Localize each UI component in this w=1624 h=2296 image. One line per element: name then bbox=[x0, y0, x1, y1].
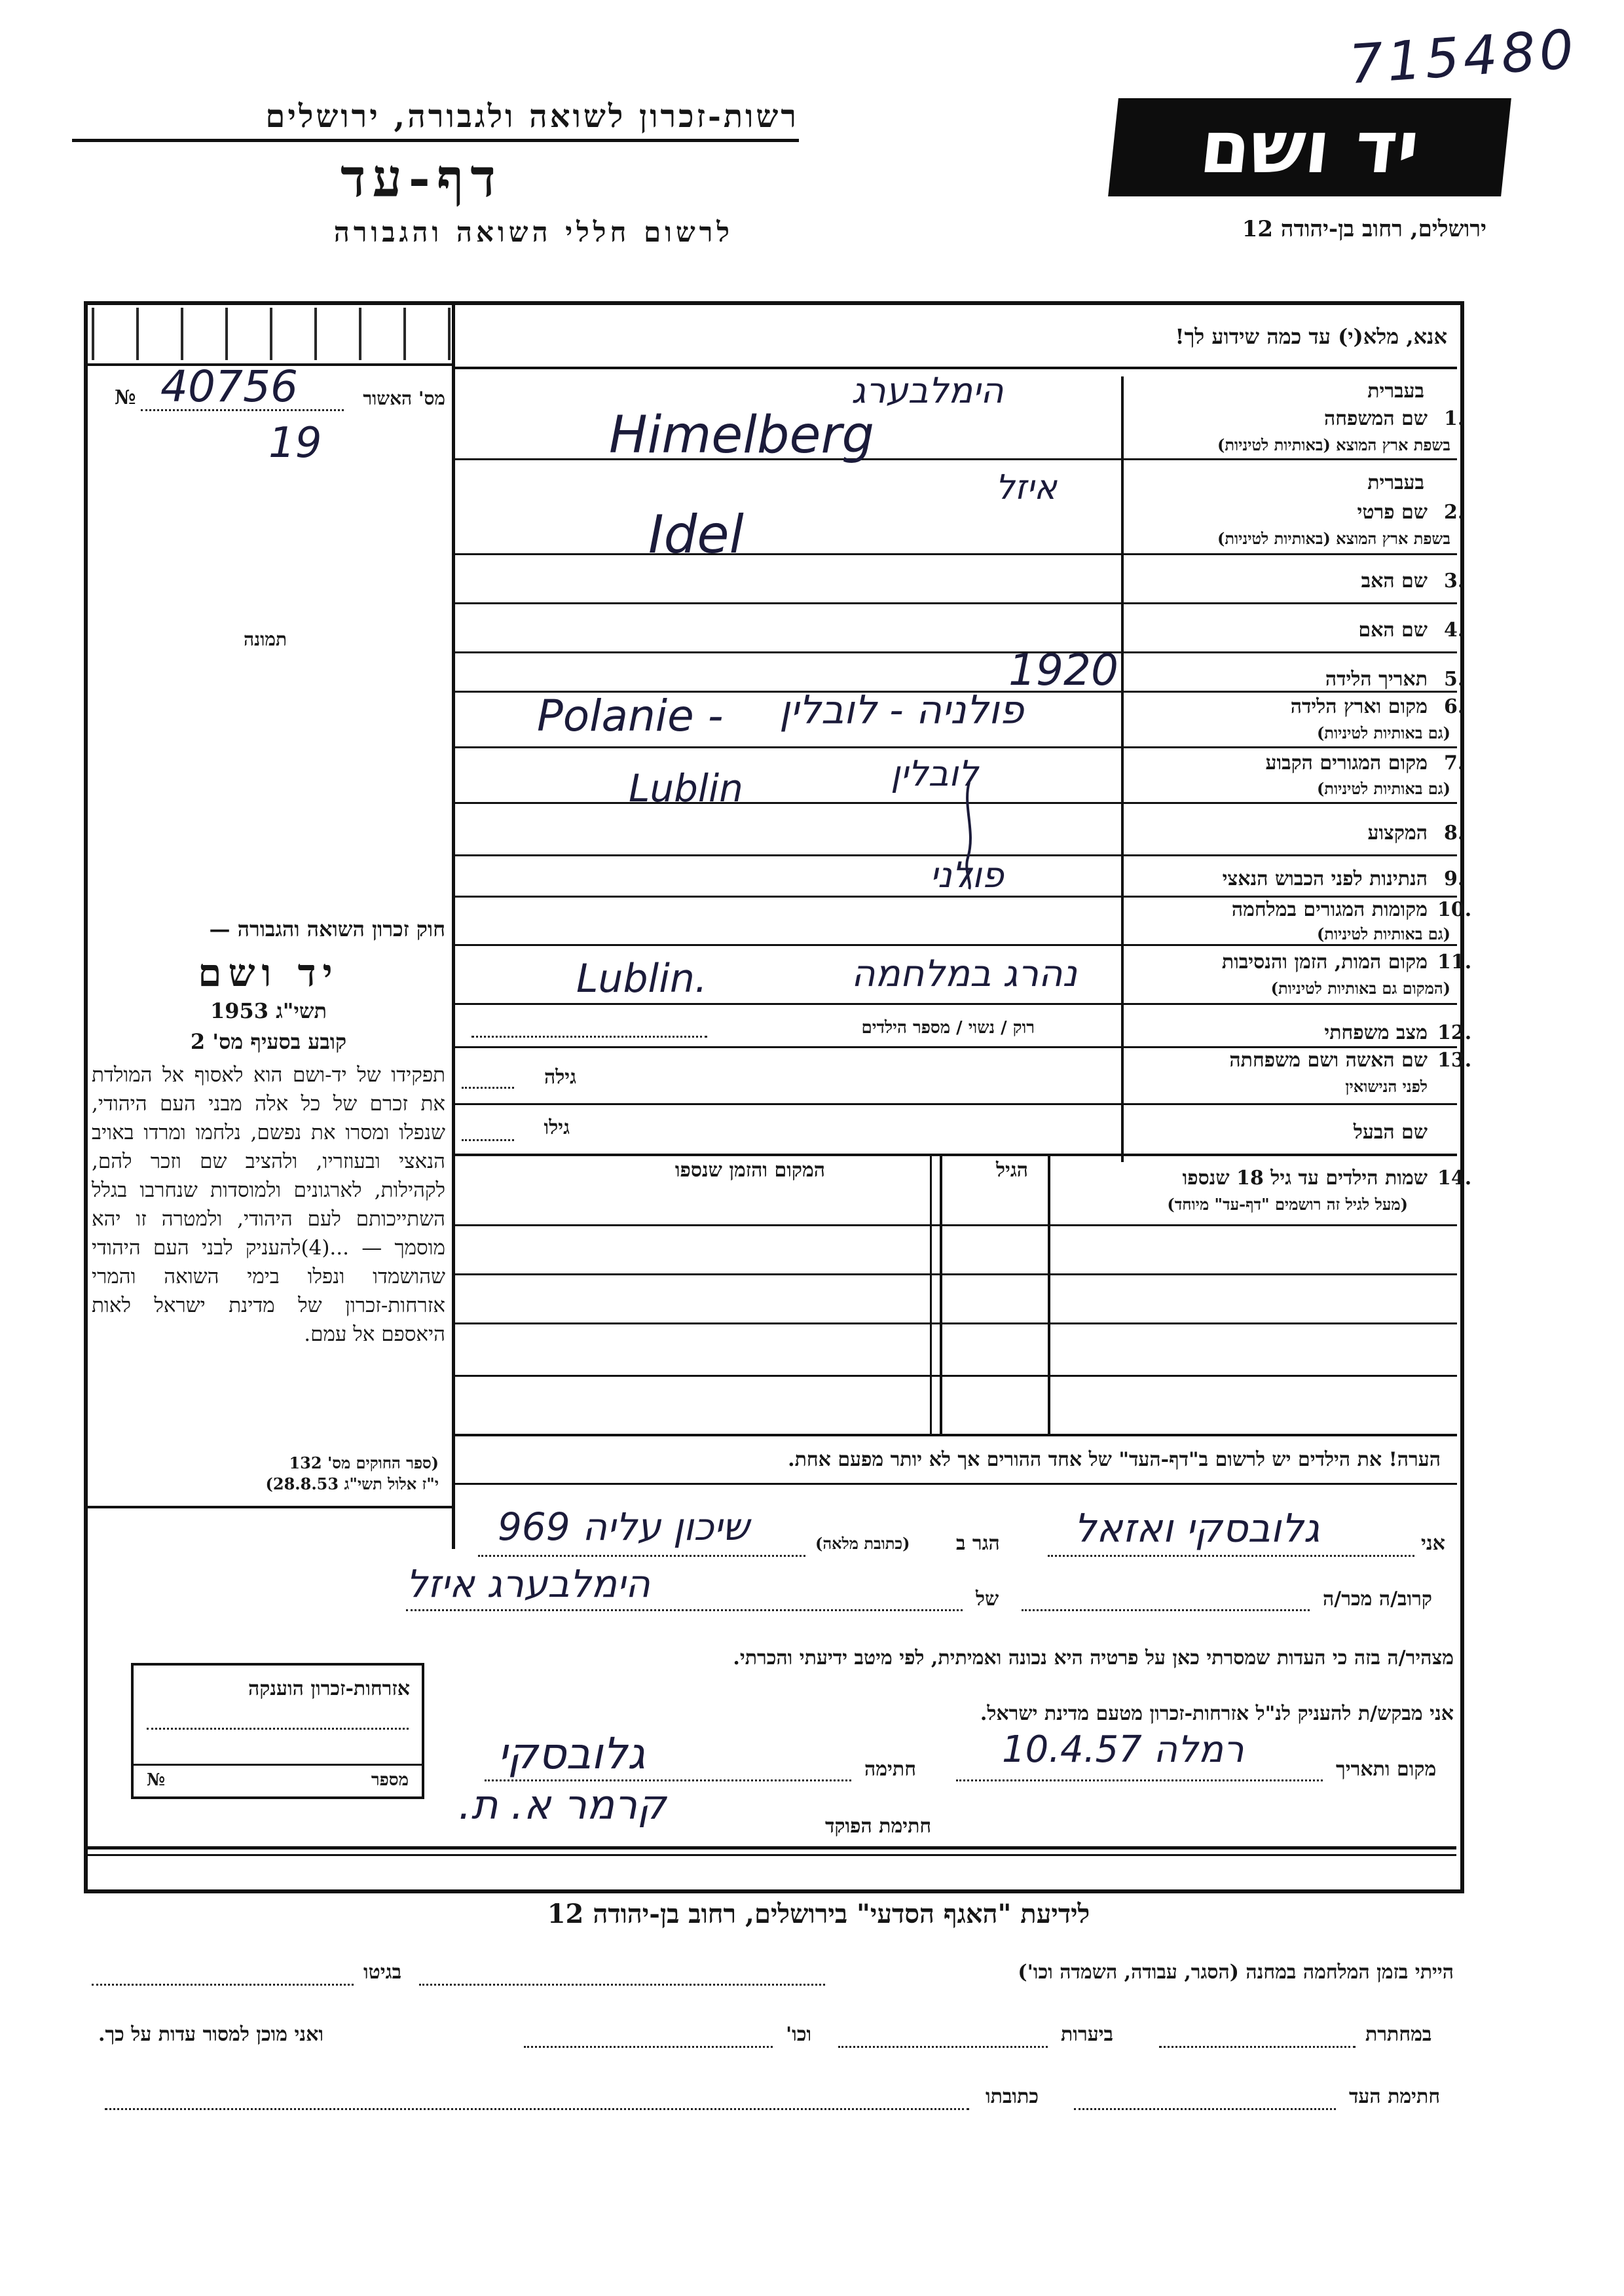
field-8-label: המקצוע bbox=[1367, 822, 1428, 845]
footer-ready: ואני מוכן למסור עדות על כך. bbox=[98, 2023, 324, 2046]
declarant-address: שיכון עליה 969 bbox=[498, 1504, 750, 1549]
field-7-sub: (גם באותיות לטיניות) bbox=[1316, 779, 1450, 798]
field-7-label: מקום המגורים הקבוע bbox=[1265, 752, 1428, 774]
note-divider bbox=[455, 1483, 1457, 1485]
wife-age-label: גילה bbox=[544, 1066, 576, 1089]
children-row-4 bbox=[455, 1375, 1457, 1377]
footer-line-1: הייתי בזמן המלחמה במחנה (הסגר, עבודה, השמדה וכו') bbox=[1018, 1961, 1454, 1984]
row-line-4 bbox=[455, 651, 1457, 653]
field-13-num: 13. bbox=[1437, 1049, 1472, 1072]
row-line-1 bbox=[455, 458, 1457, 460]
vertical-scribble bbox=[950, 779, 989, 890]
footer-title: לידיעת "האגף הסדעי" בירושלים, רחוב בן-יהודה 12 bbox=[547, 1899, 1090, 1929]
field-2-sub: בשפת ארץ המוצא (באותיות לטיניות) bbox=[1217, 529, 1450, 548]
citizenship-no-symbol: № bbox=[147, 1770, 166, 1790]
husband-age-line bbox=[462, 1139, 514, 1141]
surname-hebrew: הימלבערג bbox=[851, 370, 1004, 411]
field-2-label: שם פרטי bbox=[1357, 501, 1428, 524]
children-row-1 bbox=[455, 1224, 1457, 1226]
field-6-label: מקום וארץ הלידה bbox=[1290, 695, 1428, 718]
field-4-label: שם האם bbox=[1358, 619, 1428, 642]
citizenship-title: אזרחות-זכרון הוענקה bbox=[248, 1677, 410, 1700]
logo-text: יד ושם bbox=[1196, 105, 1424, 189]
law-name: יד ושם bbox=[198, 951, 339, 995]
children-row-3 bbox=[455, 1322, 1457, 1324]
request-text: אני מבקש/ת להעניק לנ"ל אזרחות-זכרון מטעם מדינת ישראל. bbox=[980, 1702, 1454, 1725]
footer-forests: ביערות bbox=[1061, 2023, 1114, 2046]
declarant-residing: הגר ב bbox=[956, 1532, 1000, 1555]
declarant-address-label: (כתובת מלאה) bbox=[815, 1534, 910, 1553]
registration-label: מס' האשור bbox=[363, 388, 445, 409]
field-5-num: 5. bbox=[1444, 668, 1465, 691]
row-line-13 bbox=[455, 1103, 1457, 1105]
marital-options: רוק / נשוי / מספר הילדים bbox=[861, 1018, 1035, 1038]
row-line-9 bbox=[455, 896, 1457, 898]
law-title: חוק זכרון השואה והגבורה — bbox=[209, 917, 445, 941]
surname-latin: Himelberg bbox=[609, 406, 875, 465]
officer-signature: קרמר א. ת. bbox=[458, 1781, 667, 1829]
row-line-6 bbox=[455, 746, 1457, 748]
children-note: הערה! את הילדים יש לרשום ב"דף-העד" של אחד ההורים אך לא יותר מפעם אחת. bbox=[788, 1448, 1441, 1471]
firstname-latin: Idel bbox=[648, 504, 744, 565]
header-underline bbox=[72, 139, 799, 142]
signature: גלובסקי bbox=[498, 1728, 646, 1779]
archive-number: 715480 bbox=[1347, 18, 1579, 97]
field-7-num: 7. bbox=[1444, 752, 1465, 774]
header-address: ירושלים, רחוב בן-יהודה 12 bbox=[1242, 216, 1486, 242]
label-column-divider bbox=[1121, 376, 1124, 1162]
law-text: תפקידו של יד-ושם הוא לאסוף אל המולדת את זכרם של כל אלה מבני העם היהודי, שנפלו ומסרו את נפשם, נלחמו ומרדו באויב הנאצי ובעוזריו, ולהציב שם וזכר להם, לקהילות, לארגונים ולמוסדות שנחרבו בגלל השתייכותם לעם היהודי, ולמטרה זו יהא מוסמך — ...(4)להעניק לבני העם היהודי שהושמדו ונפלו בימי השואה והמרי אזרחות-זכרון של מדינת ישראל לאות היאספם אל עמם. bbox=[92, 1063, 445, 1346]
field-1-num: 1. bbox=[1444, 407, 1465, 430]
place-date-label: מקום ותאריך bbox=[1336, 1758, 1437, 1781]
residence-latin: Lublin bbox=[629, 766, 743, 811]
law-ref-1: (ספר החוקים מס' 132 bbox=[289, 1453, 439, 1472]
footer-witness-sig: חתימת העד bbox=[1349, 2085, 1441, 2108]
footer-address: כתובתו bbox=[986, 2085, 1039, 2108]
death-hebrew: נהרג במלחמה bbox=[851, 953, 1077, 995]
field-8-num: 8. bbox=[1444, 822, 1465, 845]
field-14-num: 14. bbox=[1437, 1167, 1472, 1190]
firstname-hebrew: איזל bbox=[995, 468, 1057, 507]
form-subtitle: לרשום חללי השואה והגבורה bbox=[333, 216, 733, 248]
place-date-line bbox=[956, 1779, 1323, 1781]
field-6-num: 6. bbox=[1444, 695, 1465, 718]
relative-name: הימלבערג איזל bbox=[406, 1561, 650, 1606]
field-12-label: מצב משפחתי bbox=[1324, 1021, 1428, 1044]
birthplace-hebrew: פולניה - לובלין bbox=[779, 687, 1024, 733]
children-col-place: המקום והזמן שנספו bbox=[674, 1159, 825, 1182]
photo-label: תמונה bbox=[244, 629, 287, 650]
field-12-num: 12. bbox=[1437, 1021, 1472, 1044]
signature-label: חתימה bbox=[864, 1758, 916, 1781]
field-9-num: 9. bbox=[1444, 867, 1465, 890]
citizenship-box bbox=[131, 1663, 424, 1799]
field-husband-label: שם הבעל bbox=[1353, 1121, 1428, 1144]
children-col-divider-1 bbox=[1048, 1156, 1050, 1434]
registration-no-symbol: № bbox=[115, 386, 136, 409]
form-intro: אנא, מלא(י) עד כמה שידוע לך! bbox=[1175, 324, 1447, 349]
declarant-prefix: אני bbox=[1421, 1532, 1445, 1555]
law-box-bottom bbox=[88, 1506, 452, 1508]
death-latin: Lublin. bbox=[576, 956, 707, 1002]
footer-ghetto-line bbox=[92, 1984, 354, 1986]
field-6-sub: (גם באותיות לטיניות) bbox=[1316, 723, 1450, 742]
footer-forests-line bbox=[838, 2046, 1048, 2048]
birth-year: 1920 bbox=[1008, 645, 1118, 695]
yad-vashem-logo bbox=[1108, 98, 1511, 196]
field-14-label: שמות הילדים עד גיל 18 שנספו bbox=[1182, 1167, 1428, 1190]
law-clause: קובע בסעיף מס' 2 bbox=[190, 1029, 347, 1054]
field-11-num: 11. bbox=[1437, 951, 1472, 974]
law-year: תשי"ג 1953 bbox=[210, 998, 327, 1023]
form-title: דף-עד bbox=[341, 147, 502, 209]
citizenship-number-label: מספר bbox=[371, 1770, 409, 1790]
field-1-label: שם המשפחה bbox=[1323, 407, 1428, 430]
field-5-label: תאריך הלידה bbox=[1325, 668, 1428, 691]
field-10-label: מקומות המגורים במלחמה bbox=[1231, 898, 1428, 921]
field-2-num: 2. bbox=[1444, 501, 1465, 524]
declarant-name-line bbox=[1048, 1555, 1414, 1557]
children-col-divider-2 bbox=[940, 1156, 942, 1434]
field-13-sub: לפני הנישואין bbox=[1345, 1077, 1428, 1096]
relative-line-1 bbox=[1022, 1609, 1310, 1611]
footer-etc-line bbox=[524, 2046, 773, 2048]
row-line-11 bbox=[455, 1003, 1457, 1005]
wife-age-line bbox=[462, 1087, 514, 1089]
children-col-age: הגיל bbox=[995, 1159, 1028, 1182]
declarant-address-line bbox=[478, 1555, 805, 1557]
footer-etc: וכו' bbox=[786, 2023, 812, 2046]
nationality-hebrew: פולני bbox=[930, 854, 1004, 896]
footer-rule-1 bbox=[88, 1846, 1456, 1850]
relative-line-2 bbox=[406, 1609, 963, 1611]
field-11-label: מקום המות, הזמן והנסיבות bbox=[1221, 951, 1428, 974]
relative-of: של bbox=[976, 1588, 999, 1611]
children-row-5 bbox=[455, 1434, 1457, 1436]
residence-hebrew: לובלין bbox=[891, 753, 979, 794]
footer-underground-line bbox=[1159, 2046, 1356, 2048]
footer-camp-line bbox=[419, 1984, 825, 1986]
row-line-3 bbox=[455, 602, 1457, 604]
place-date: 10.4.57 רמלה bbox=[1002, 1728, 1244, 1771]
relative-label: קרוב/ה מכר/ה bbox=[1323, 1588, 1432, 1611]
footer-rule-2 bbox=[88, 1854, 1456, 1856]
field-3-num: 3. bbox=[1444, 570, 1465, 592]
children-count-line bbox=[471, 1036, 707, 1038]
registration-sub: 19 bbox=[268, 419, 322, 467]
row-line-10 bbox=[455, 944, 1457, 946]
field-10-num: 10. bbox=[1437, 898, 1472, 921]
field-4-num: 4. bbox=[1444, 619, 1465, 642]
left-column-divider bbox=[452, 305, 455, 1549]
declaration-text: מצהיר/ה בזה כי העדות שמסרתי כאן על פרטיה היא נכונה ואמיתית, לפי מיטב ידיעתי והכרתי. bbox=[733, 1647, 1454, 1669]
declarant-name: גלובסקי ואזאל bbox=[1074, 1506, 1320, 1552]
birthplace-latin: Polanie - bbox=[537, 691, 724, 741]
field-1-tag: בעברית bbox=[1367, 380, 1424, 403]
field-13-label: שם האשה ושם משפחתה bbox=[1229, 1049, 1428, 1072]
husband-age-label: גילו bbox=[544, 1116, 570, 1139]
field-3-label: שם האב bbox=[1361, 570, 1428, 592]
row-line-14 bbox=[455, 1154, 1457, 1156]
footer-underground: במחתרת bbox=[1365, 2023, 1432, 2046]
field-1-sub: בשפת ארץ המוצא (באותיות לטיניות) bbox=[1217, 435, 1450, 454]
field-14-sub: (מעל לגיל זה רושמים "דף-עד" מיוחד) bbox=[1167, 1195, 1408, 1214]
registration-ticks bbox=[92, 308, 452, 360]
footer-ghetto: בגיטו bbox=[363, 1961, 402, 1984]
registration-number: 40756 bbox=[160, 361, 298, 412]
footer-address-line bbox=[105, 2108, 969, 2110]
header-authority: רשות-זכרון לשואה ולגבורה, ירושלים bbox=[265, 98, 799, 135]
field-11-sub: (המקום גם באותיות לטיניות) bbox=[1270, 979, 1450, 998]
footer-witness-line bbox=[1074, 2108, 1336, 2110]
children-row-2 bbox=[455, 1273, 1457, 1275]
officer-label: חתימת הפוקד bbox=[825, 1815, 932, 1838]
row-line-2 bbox=[455, 553, 1457, 555]
row-line-12 bbox=[455, 1046, 1457, 1048]
field-2-tag: בעברית bbox=[1367, 471, 1424, 494]
intro-divider bbox=[455, 367, 1457, 369]
law-ref-2: י"ז אלול תשי"ג 28.8.53) bbox=[265, 1474, 439, 1493]
children-col-divider-3 bbox=[930, 1156, 932, 1434]
field-9-label: הנתינות לפני הכבוש הנאצי bbox=[1222, 867, 1428, 890]
field-10-sub: (גם באותיות לטיניות) bbox=[1316, 924, 1450, 943]
